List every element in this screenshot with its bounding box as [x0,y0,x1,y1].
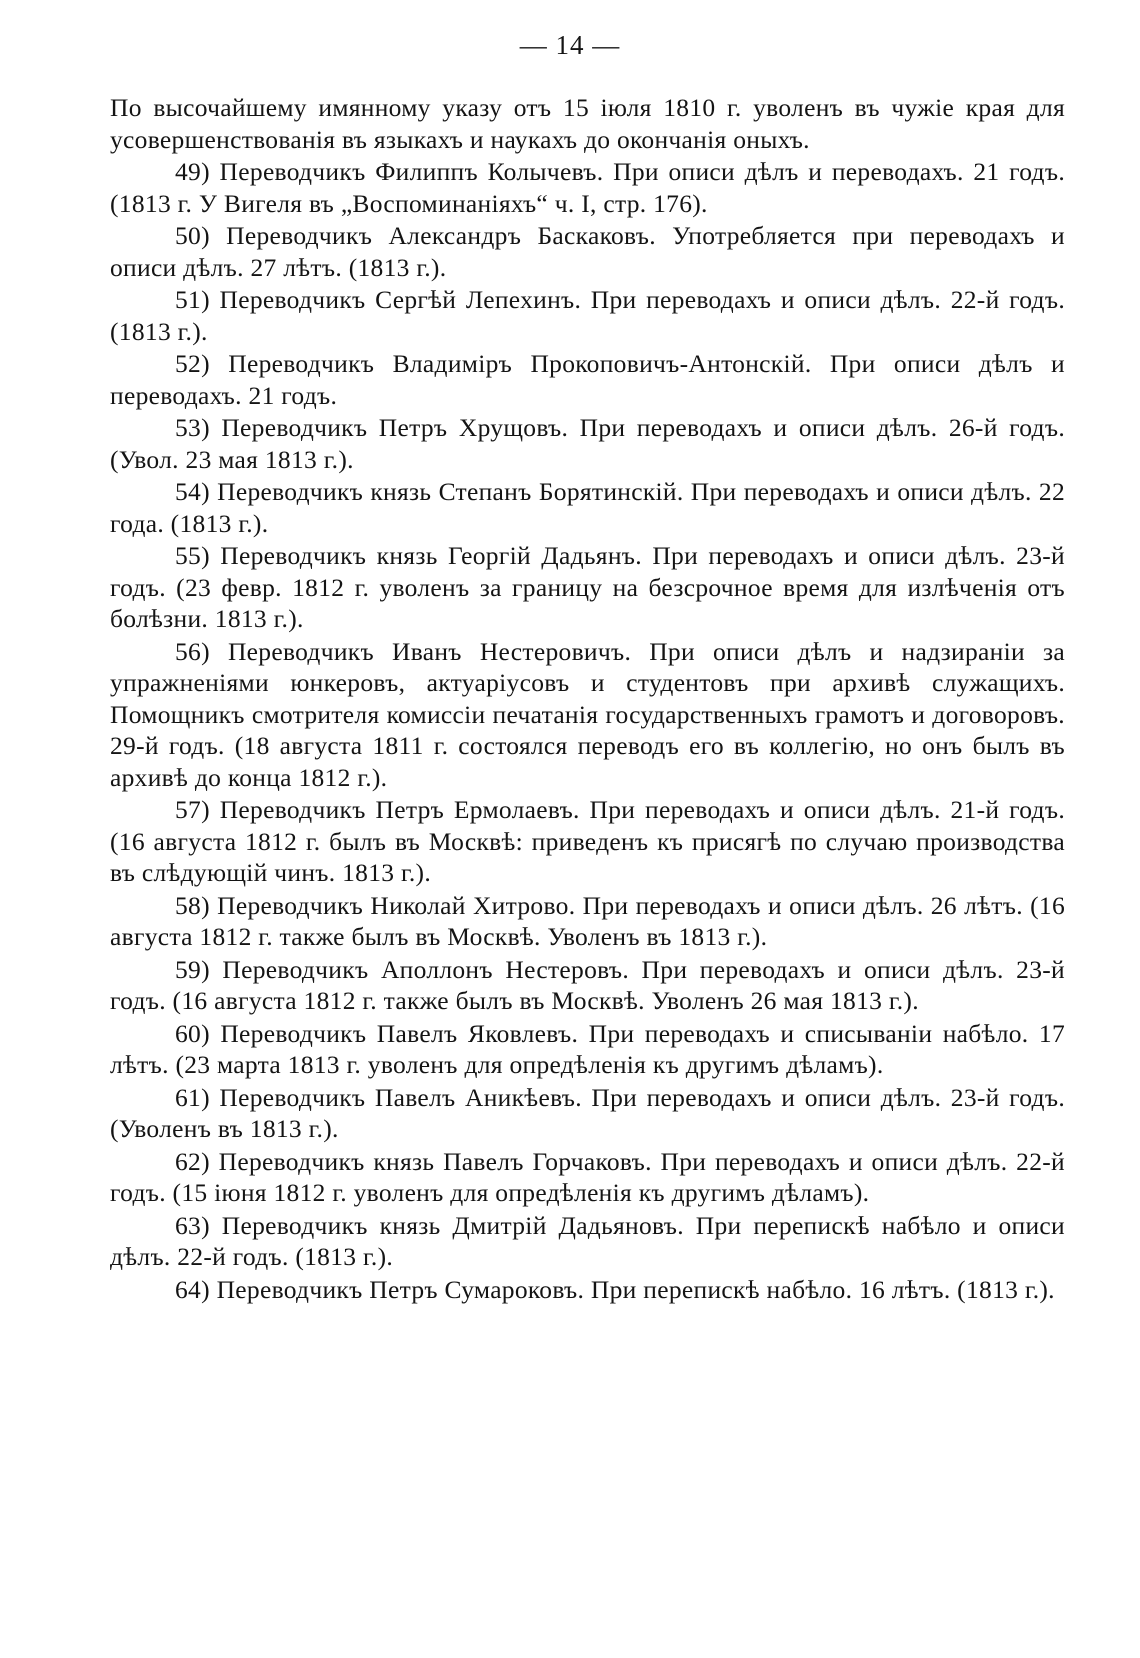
entry-55: 55) Переводчикъ князь Георгій Дадьянъ. При переводахъ и описи дѣлъ. 23-й годъ. (23 февр. 1812 г. уволенъ за границу на безсрочное время для излѣченія отъ болѣзни. 1813 г.). [110,541,1065,633]
entry-52: 52) Переводчикъ Владиміръ Прокоповичъ-Антонскій. При описи дѣлъ и переводахъ. 21 годъ. [110,349,1065,410]
entry-59: 59) Переводчикъ Аполлонъ Нестеровъ. При переводахъ и описи дѣлъ. 23-й годъ. (16 августа 1812 г. также былъ въ Москвѣ. Уволенъ 26 мая 1813 г.). [110,954,1065,1015]
entry-51: 51) Переводчикъ Сергѣй Лепехинъ. При переводахъ и описи дѣлъ. 22-й годъ. (1813 г.). [110,285,1065,346]
entry-53: 53) Переводчикъ Петръ Хрущовъ. При переводахъ и описи дѣлъ. 26-й годъ. (Увол. 23 мая 1813 г.). [110,413,1065,474]
entry-49: 49) Переводчикъ Филиппъ Колычевъ. При описи дѣлъ и переводахъ. 21 годъ. (1813 г. У Вигеля въ „Воспоминаніяхъ“ ч. I, стр. 176). [110,157,1065,218]
entry-58: 58) Переводчикъ Николай Хитрово. При переводахъ и описи дѣлъ. 26 лѣтъ. (16 августа 1812 г. также былъ въ Москвѣ. Уволенъ въ 1813 г.). [110,890,1065,951]
entry-61: 61) Переводчикъ Павелъ Аникѣевъ. При переводахъ и описи дѣлъ. 23-й годъ. (Уволенъ въ 1813 г.). [110,1082,1065,1143]
paragraph-continuation: По высочайшему имянному указу отъ 15 іюля 1810 г. уволенъ въ чужіе края для усовершенствованія въ языкахъ и наукахъ до окончанія оныхъ. [110,93,1065,154]
entry-54: 54) Переводчикъ князь Степанъ Борятинскій. При переводахъ и описи дѣлъ. 22 года. (1813 г.). [110,477,1065,538]
entry-62: 62) Переводчикъ князь Павелъ Горчаковъ. При переводахъ и описи дѣлъ. 22-й годъ. (15 іюня 1812 г. уволенъ для опредѣленія къ другимъ дѣламъ). [110,1146,1065,1207]
entry-56: 56) Переводчикъ Иванъ Нестеровичъ. При описи дѣлъ и надзираніи за упражненіями юнкеровъ, актуаріусовъ и студентовъ при архивѣ служащихъ. Помощникъ смотрителя комиссіи печатанія государственныхъ грамотъ и договоровъ. 29-й годъ. (18 августа 1811 г. состоялся переводъ его въ коллегію, но онъ былъ въ архивѣ до конца 1812 г.). [110,636,1065,792]
entry-57: 57) Переводчикъ Петръ Ермолаевъ. При переводахъ и описи дѣлъ. 21-й годъ. (16 августа 1812 г. былъ въ Москвѣ: приведенъ къ присягѣ по случаю производства въ слѣдующій чинъ. 1813 г.). [110,795,1065,887]
entry-60: 60) Переводчикъ Павелъ Яковлевъ. При переводахъ и списываніи набѣло. 17 лѣтъ. (23 марта 1813 г. уволенъ для опредѣленія къ другимъ дѣламъ). [110,1018,1065,1079]
page-number: — 14 — [519,30,621,60]
entry-64: 64) Переводчикъ Петръ Сумароковъ. При перепискѣ набѣло. 16 лѣтъ. (1813 г.). [175,1274,1055,1304]
entry-50: 50) Переводчикъ Александръ Баскаковъ. Употребляется при переводахъ и описи дѣлъ. 27 лѣтъ. (1813 г.). [110,221,1065,282]
text-body [110,92,1065,1306]
entry-63: 63) Переводчикъ князь Дмитрій Дадьяновъ. При перепискѣ набѣло и описи дѣлъ. 22-й годъ. (1813 г.). [110,1210,1065,1271]
